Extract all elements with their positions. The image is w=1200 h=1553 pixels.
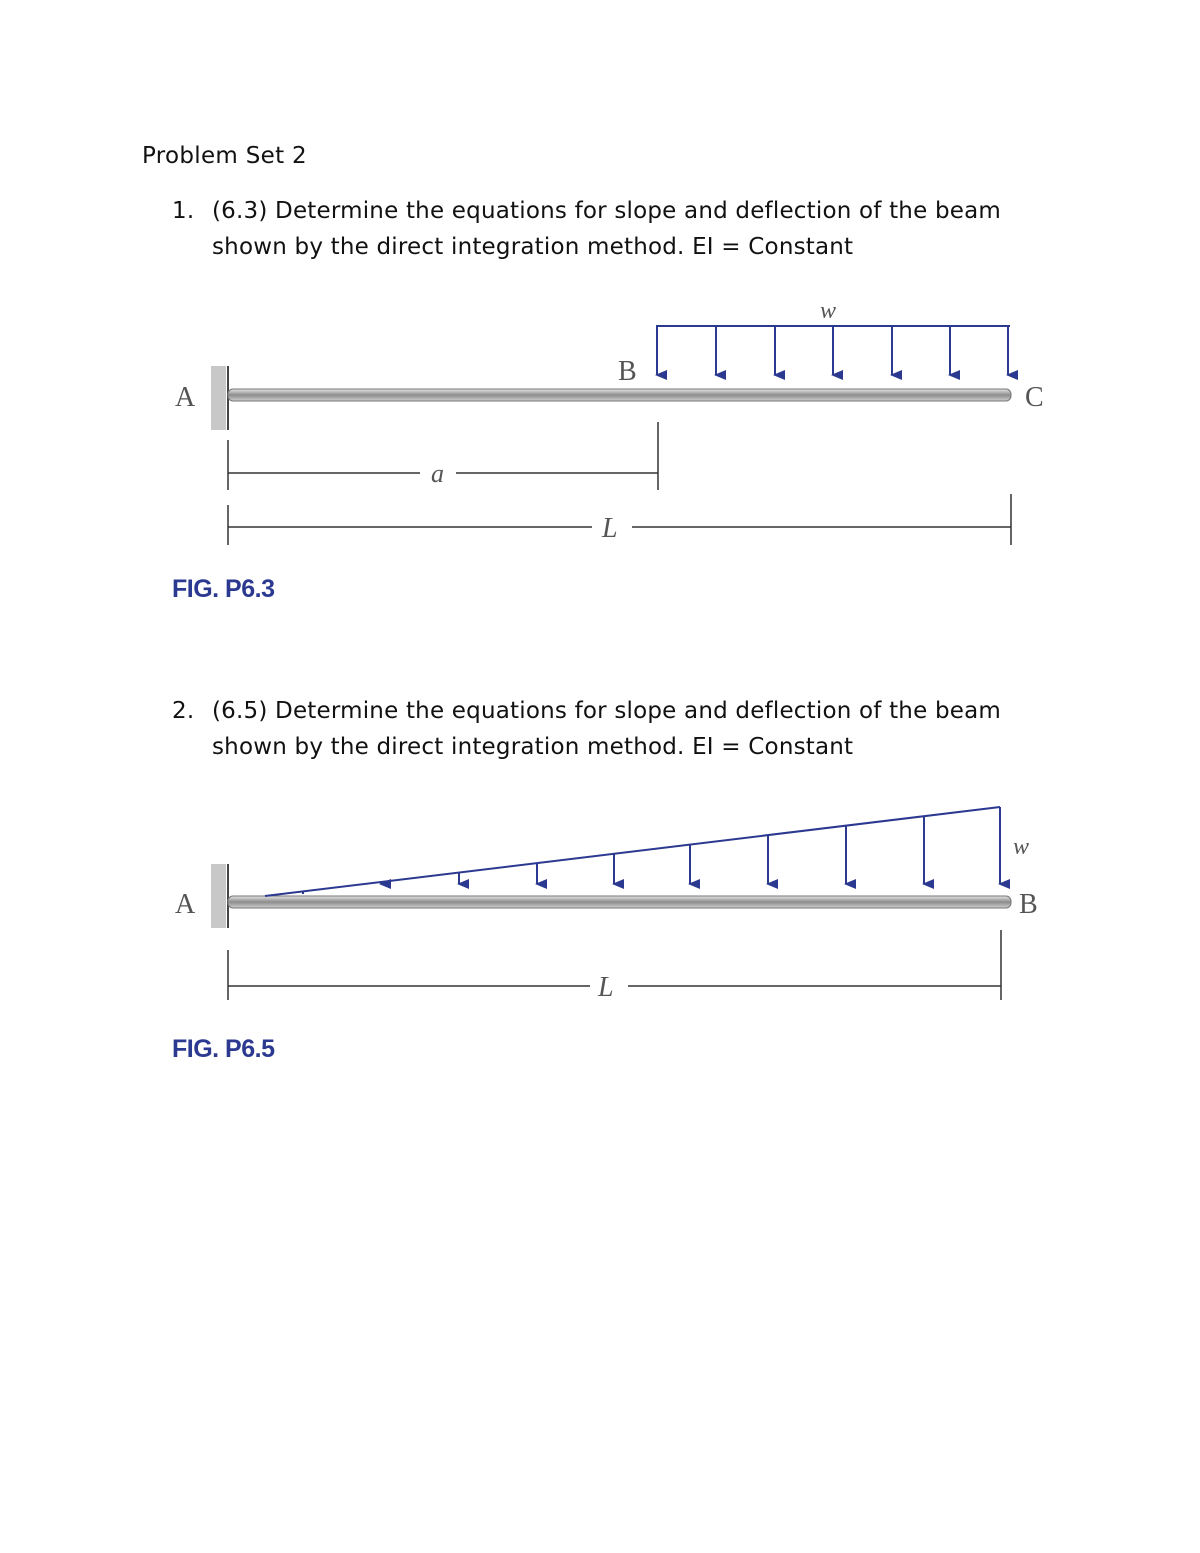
label-b: B	[618, 356, 637, 387]
label-a-support: A	[175, 889, 196, 920]
label-a-support: A	[175, 382, 196, 413]
fixed-support-wall	[211, 366, 226, 430]
document-title: Problem Set 2	[142, 143, 307, 169]
dimension-L	[228, 494, 1011, 545]
beam-figure-p6-3	[0, 290, 1200, 620]
label-dim-a: a	[431, 459, 444, 488]
label-dim-L: L	[602, 513, 618, 544]
label-dim-L: L	[598, 972, 614, 1003]
problem-text: (6.5) Determine the equations for slope and deflection of the beam shown by the direct integration method. EI = Constant	[212, 698, 1001, 760]
problem-number: 2.	[172, 698, 195, 724]
label-c: C	[1025, 382, 1044, 413]
label-w: w	[1013, 834, 1030, 860]
fixed-support-wall	[211, 864, 226, 928]
problem-text: (6.3) Determine the equations for slope and deflection of the beam shown by the direct integration method. EI = Constant	[212, 198, 1001, 260]
load-top-line	[265, 807, 1000, 896]
uniform-load-arrows	[657, 326, 1008, 375]
label-w: w	[820, 298, 837, 324]
dimension-L	[228, 930, 1001, 1000]
beam-diagram-2	[0, 790, 1200, 1030]
figure-caption: FIG. P6.5	[172, 1035, 275, 1063]
problem-number: 1.	[172, 198, 195, 224]
beam-figure-p6-5	[0, 790, 1200, 1080]
figure-caption: FIG. P6.3	[172, 575, 275, 603]
beam	[228, 896, 1011, 908]
beam-diagram-1	[0, 290, 1200, 580]
label-b: B	[1019, 889, 1038, 920]
beam	[228, 389, 1011, 401]
